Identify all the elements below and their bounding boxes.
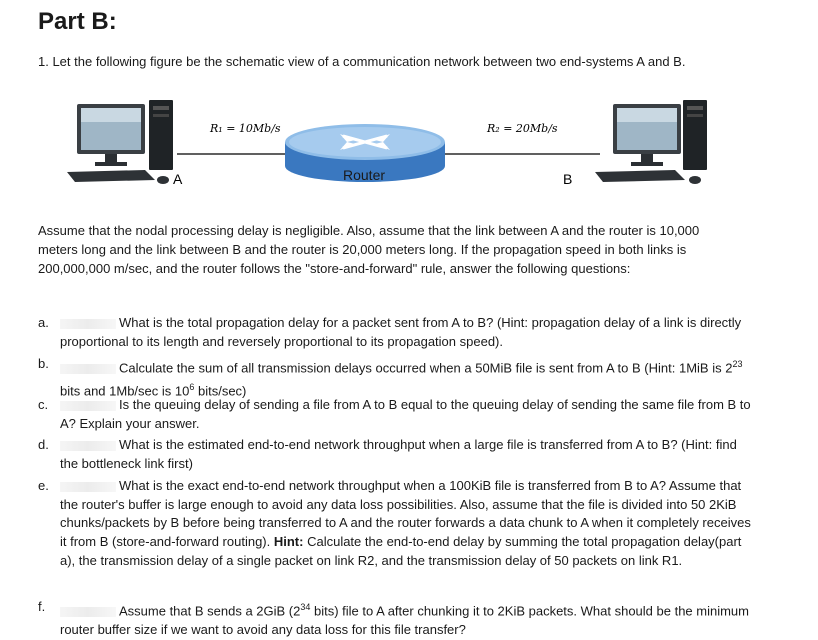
question-text: What is the exact end-to-end network throughput when a 100KiB file is transferred from B to A? Assume that the router's buffer is large enough to avoid any data loss possibilities. Also, assume that the file is divided into 50 2KiB chunks/packets by B before being transferred to A and the router forwards a data chunk to A when it completely receives it from B (store-and-forward routing). [60,478,751,550]
question-b [38,355,758,401]
question-text: bits and 1Mb/sec is 10 [60,383,190,399]
network-diagram [55,92,775,197]
question-label: c. [38,397,49,412]
question-text: What is the total propagation delay for a packet sent from A to B? (Hint: propagation delay of a link is directly proportional to its length and reversely proportional to its propagation speed). [60,315,742,349]
question-text: Calculate the end-to-end delay by summing the total propagation delay(part a), the transmission delay of a single packet on link R2, and the transmission delay of 50 packets on link R1. [60,534,742,568]
question-e [38,477,758,571]
question-1-intro: 1. Let the following figure be the schematic view of a communication network between two end-systems A and B. [38,54,686,69]
question-text: Assume that B sends a 2GiB (2 [119,603,301,619]
r1-label: R₁ = 10Mb/s [210,122,281,135]
node-b-label: B [563,171,573,187]
superscript: 6 [189,382,195,393]
hint-label: Hint: [273,534,304,550]
question-text: bits/sec) [194,383,247,399]
question-label: a. [38,315,49,330]
r2-label: R₂ = 20Mb/s [487,122,558,135]
question-text: Is the queuing delay of sending a file from A to B equal to the queuing delay of sending the same file from B to A? Explain your answer. [60,397,751,431]
computer-a-icon [67,100,173,184]
question-label: e. [38,478,49,493]
question-label: f. [38,599,46,614]
computer-b-icon [595,100,707,184]
question-label: d. [38,437,49,452]
superscript: 34 [300,602,311,612]
page-title: Part B: [38,8,117,35]
assumptions-paragraph: Assume that the nodal processing delay is negligible. Also, assume that the link between A and the router is 10,000 meters long and the link between B and the router is 20,000 meters long. If the propagation speed in both links is 200,000,000 m/sec, and the router follows the "store-and-forward" rule, answer the following questions: [38,223,700,276]
question-a [38,314,758,351]
question-d [38,436,758,473]
router-label: Router [343,167,386,183]
question-text: bits) file to A after chunking it to 2KiB packets. What should be the minimum router buffer size if we want to avoid any data loss for this file transfer? [60,603,749,638]
question-text: Calculate the sum of all transmission delays occurred when a 50MiB file is sent from A to B (Hint: 1MiB is 2 [119,360,733,376]
question-text: What is the estimated end-to-end network throughput when a large file is transferred from A to B? (Hint: find the bottleneck link first) [60,437,737,471]
superscript: 23 [732,359,743,369]
question-c [38,396,758,433]
node-a-label: A [173,171,183,187]
question-label: b. [38,356,49,371]
question-f [38,598,758,640]
